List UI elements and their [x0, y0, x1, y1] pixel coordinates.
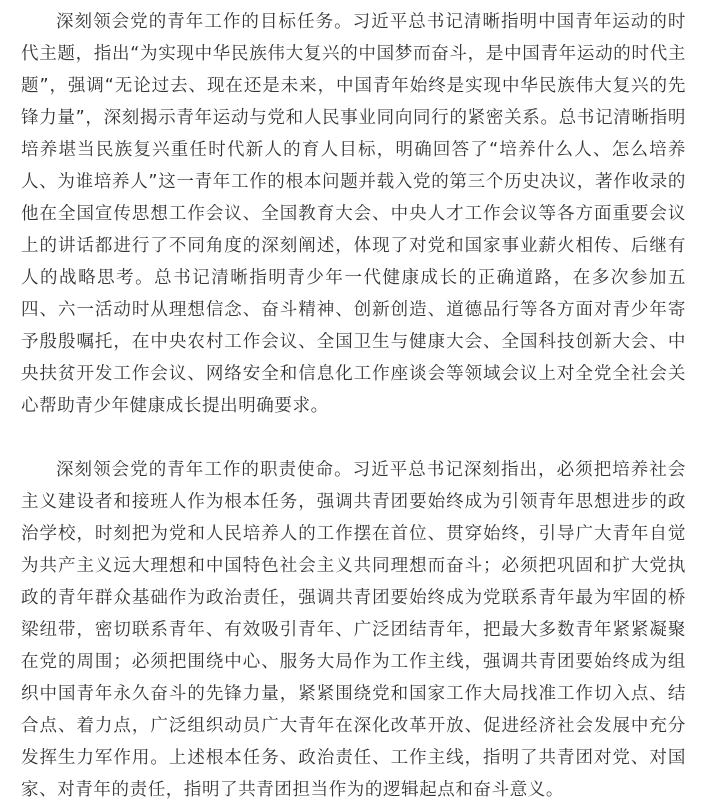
paragraph-goal-tasks: 深刻领会党的青年工作的目标任务。习近平总书记清晰指明中国青年运动的时代主题，指出“为实现中华民族伟大复兴的中国梦而奋斗，是中国青年运动的时代主题”，强调“无论过去、现在还是未来，中国青年始终是实现中华民族伟大复兴的先锋力量”，深刻揭示青年运动与党和人民事业同向同行的紧密关系。总书记清晰指明培养堪当民族复兴重任时代新人的育人目标，明确回答了“培养什么人、怎么培养人、为谁培养人”这一青年工作的根本问题并载入党的第三个历史决议，著作收录的他在全国宣传思想工作会议、全国教育大会、中央人才工作会议等各方面重要会议上的讲话都进行了不同角度的深刻阐述，体现了对党和国家事业薪火相传、后继有人的战略思考。总书记清晰指明青少年一代健康成长的正确道路，在多次参加五四、六一活动时从理想信念、奋斗精神、创新创造、道德品行等各方面对青少年寄予殷殷嘱托，在中央农村工作会议、全国卫生与健康大会、全国科技创新大会、中央扶贫开发工作会议、网络安全和信息化工作座谈会等领域会议上对全党全社会关心帮助青少年健康成长提出明确要求。 — [21, 12, 686, 416]
paragraph-duty-mission: 深刻领会党的青年工作的职责使命。习近平总书记深刻指出，必须把培养社会主义建设者和接班人作为根本任务，强调共青团要始终成为引领青年思想进步的政治学校，时刻把为党和人民培养人的工作摆在首位、贯穿始终，引导广大青年自觉为共产主义远大理想和中国特色社会主义共同理想而奋斗；必须把巩固和扩大党执政的青年群众基础作为政治责任，强调共青团要始终成为党联系青年最为牢固的桥梁纽带，密切联系青年、有效吸引青年、广泛团结青年，把最大多数青年紧紧凝聚在党的周围；必须把围绕中心、服务大局作为工作主线，强调共青团要始终成为组织中国青年永久奋斗的先锋力量，紧紧围绕党和国家工作大局找准工作切入点、结合点、着力点，广泛组织动员广大青年在深化改革开放、促进经济社会发展中充分发挥生力军作用。上述根本任务、政治责任、工作主线，指明了共青团对党、对国家、对青年的责任，指明了共青团担当作为的逻辑起点和奋斗意义。 — [21, 460, 686, 800]
